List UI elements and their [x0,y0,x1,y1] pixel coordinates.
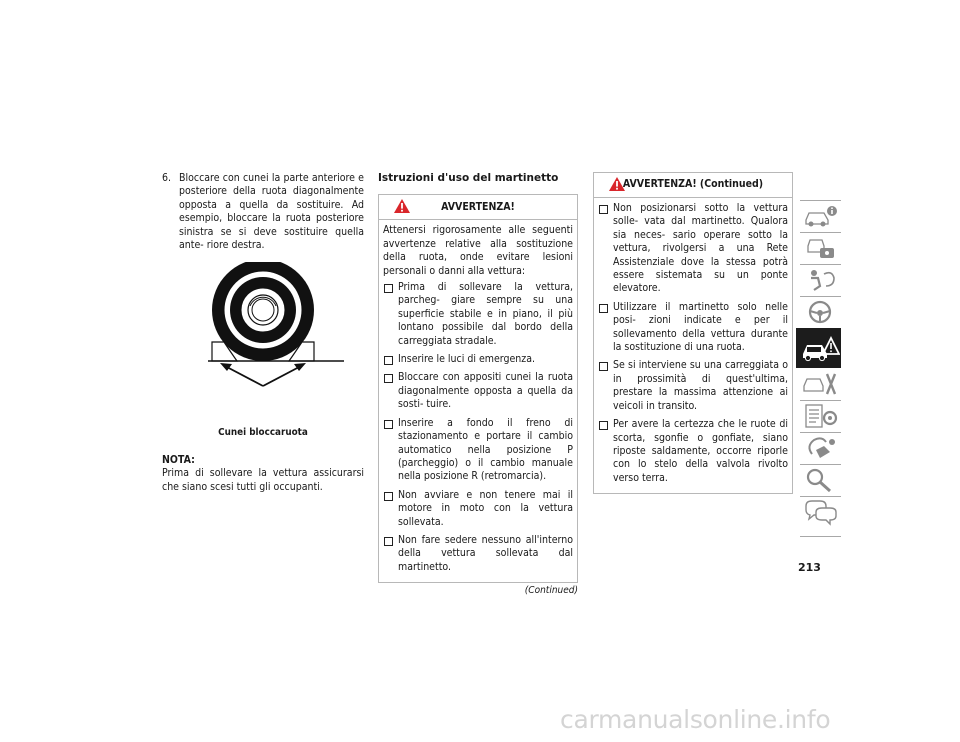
multimedia-icon [800,434,840,462]
tab-language-index[interactable] [796,496,841,528]
language-index-icon [800,498,840,526]
left-column [162,172,364,494]
car-breakdown-warning-icon [800,330,840,364]
list-item: Inserire le luci di emergenza. [383,353,573,366]
search-icon [800,466,840,494]
step-6 [162,172,364,252]
page-number: 213 [798,561,821,574]
tab-airbag[interactable] [796,264,841,296]
wheel-chocks-figure [162,262,364,432]
tab-car-info[interactable] [796,200,841,232]
checkbox-bullet-icon [384,492,393,501]
warning-triangle-icon [393,198,411,214]
section-heading: Istruzioni d'uso del martinetto [378,172,559,184]
note-heading: NOTA: [162,453,195,466]
list-item: Utilizzare il martinetto solo nelle posi- zioni indicate e per il sollevamento della vettura durante la sostituzione di una ruota. [598,301,788,355]
warning-header [594,173,792,198]
tab-steering-wheel[interactable] [796,296,841,328]
checkbox-bullet-icon [384,537,393,546]
warning-box [378,194,578,583]
specifications-list-icon [800,402,840,430]
tab-car-key[interactable] [796,232,841,264]
warning-box-continued [593,172,793,494]
checkbox-bullet-icon [384,284,393,293]
right-column [593,172,793,494]
step-number: 6. [162,172,172,184]
car-info-icon [800,202,840,230]
steering-wheel-icon [800,298,840,326]
warning-header [379,195,577,220]
tab-search[interactable] [796,464,841,496]
warning-triangle-icon [608,176,626,192]
list-item: Per avere la certezza che le ruote di scorta, sgonfie o gonfiate, siano riposte saldamente, occorre riporle con lo stelo della valvola rivolto verso terra. [598,418,788,485]
list-item: Inserire a fondo il freno di stazionamento e portare il cambio automatico nella posizione P (parcheggio) o il cambio manuale nella posizione R (retromarcia). [383,417,573,484]
checkbox-bullet-icon [599,421,608,430]
car-key-icon [800,234,840,262]
list-item: Bloccare con appositi cunei la ruota diagonalmente opposta a quella da sosti- tuire. [383,371,573,411]
checkbox-bullet-icon [599,205,608,214]
car-service-tools-icon [800,370,840,398]
warning-title: AVVERTENZA! (Continued) [622,178,764,191]
figure-caption: Cunei bloccaruota [218,427,308,439]
checkbox-bullet-icon [384,356,393,365]
checkbox-bullet-icon [599,362,608,371]
tab-service-tools[interactable] [796,368,841,400]
airbag-icon [800,266,840,294]
checkbox-bullet-icon [599,304,608,313]
step-text: Bloccare con cunei la parte anteriore e posteriore della ruota diagonalmente opposta a quella da sostituire. Ad esempio, bloccare la ruota posteriore sinistra se si deve sostituire quella ante- riore destra. [179,172,364,252]
note-text: Prima di sollevare la vettura assicurarsi che siano scesi tutti gli occupanti. [162,467,364,493]
tab-specifications[interactable] [796,400,841,432]
continued-label: (Continued) [524,585,578,597]
tab-multimedia[interactable] [796,432,841,464]
list-item: Non avviare e non tenere mai il motore in moto con la vettura sollevata. [383,489,573,529]
tire-with-chocks-illustration [162,262,364,432]
warning-intro: Attenersi rigorosamente alle seguenti avvertenze relative alla sostituzione della ruota, onde evitare lesioni personali o danni alla vettura: [383,224,573,277]
list-item: Se si interviene su una carreggiata o in prossimità di quest'ultima, prestare la massima attenzione ai veicoli in transito. [598,359,788,413]
middle-column [378,172,578,598]
watermark: carmanualsonline.info [560,705,831,734]
checkbox-bullet-icon [384,420,393,429]
list-item: Prima di sollevare la vettura, parcheg- giare sempre su una superficie stabile e in piano, il più lontano possibile dal bordo della carreggiata stradale. [383,281,573,348]
list-item: Non fare sedere nessuno all'interno della vettura sollevata dal martinetto. [383,534,573,574]
warning-title: AVVERTENZA! [441,200,515,213]
checkbox-bullet-icon [384,374,393,383]
tab-breakdown[interactable] [796,328,841,368]
list-item: Non posizionarsi sotto la vettura solle- vata dal martinetto. Qualora sia neces- sario operare sotto la vettura, rivolgersi a una Rete Assistenziale dove la stessa potrà essere sistemata su un ponte elevatore. [598,202,788,296]
